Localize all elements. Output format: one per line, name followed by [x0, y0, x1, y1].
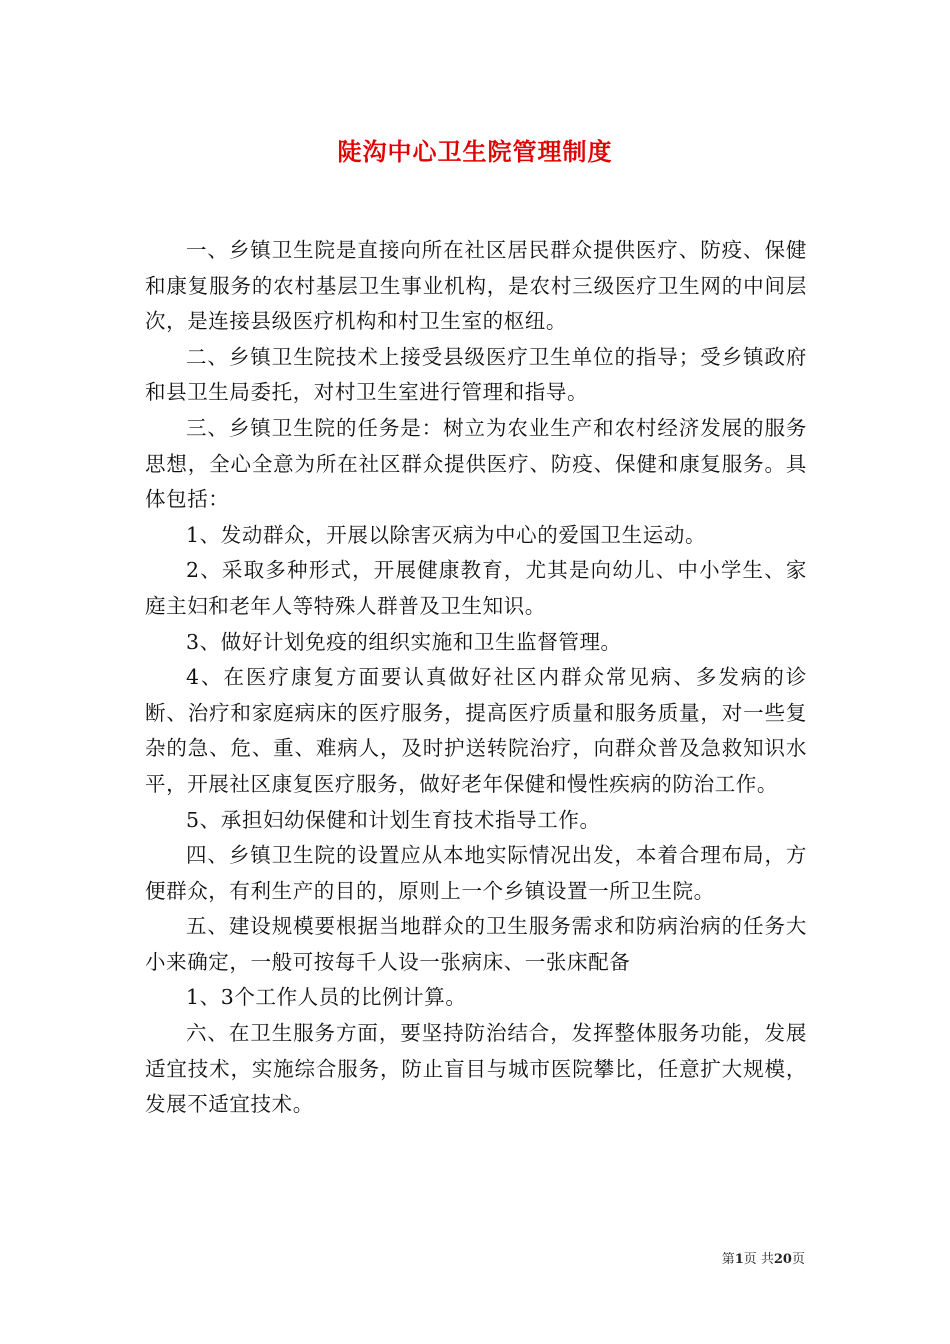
footer-suffix: 页 [791, 1252, 805, 1267]
document-body [145, 233, 807, 1123]
paragraph: 4、在医疗康复方面要认真做好社区内群众常见病、多发病的诊断、治疗和家庭病床的医疗服务，提高医疗质量和服务质量，对一些复杂的急、危、重、难病人，及时护送转院治疗，向群众普及急救知识水平，开展社区康复医疗服务，做好老年保健和慢性疾病的防治工作。 [145, 665, 807, 796]
footer-prefix: 第 [721, 1252, 735, 1267]
current-page-number: 1 [734, 1252, 744, 1267]
paragraph: 5、承担妇幼保健和计划生育技术指导工作。 [186, 807, 601, 832]
paragraph: 1、发动群众，开展以除害灭病为中心的爱国卫生运动。 [186, 522, 707, 547]
paragraph: 二、乡镇卫生院技术上接受县级医疗卫生单位的指导；受乡镇政府和县卫生局委托，对村卫生室进行管理和指导。 [145, 344, 807, 405]
paragraph: 2、采取多种形式，开展健康教育，尤其是向幼儿、中小学生、家庭主妇和老年人等特殊人群普及卫生知识。 [145, 558, 807, 618]
paragraph: 六、在卫生服务方面，要坚持防治结合，发挥整体服务功能，发展适宜技术，实施综合服务，防止盲目与城市医院攀比，任意扩大规模，发展不适宜技术。 [145, 1021, 807, 1117]
paragraph: 3、做好计划免疫的组织实施和卫生监督管理。 [186, 629, 622, 654]
paragraph: 三、乡镇卫生院的任务是：树立为农业生产和农村经济发展的服务思想，全心全意为所在社区群众提供医疗、防疫、保健和康复服务。具体包括： [145, 415, 807, 512]
page-number-footer [722, 1248, 805, 1267]
document-title: 陡沟中心卫生院管理制度 [337, 138, 613, 166]
paragraph: 五、建设规模要根据当地群众的卫生服务需求和防病治病的任务大小来确定，一般可按每千人设一张病床、一张床配备 [145, 914, 807, 974]
footer-middle: 页 共 [743, 1252, 774, 1267]
total-page-number: 20 [773, 1252, 792, 1267]
paragraph: 1、3个工作人员的比例计算。 [186, 985, 467, 1010]
paragraph: 一、乡镇卫生院是直接向所在社区居民群众提供医疗、防疫、保健和康复服务的农村基层卫生事业机构，是农村三级医疗卫生网的中间层次，是连接县级医疗机构和村卫生室的枢纽。 [145, 238, 807, 334]
paragraph: 四、乡镇卫生院的设置应从本地实际情况出发，本着合理布局，方便群众，有利生产的目的，原则上一个乡镇设置一所卫生院。 [145, 843, 807, 903]
